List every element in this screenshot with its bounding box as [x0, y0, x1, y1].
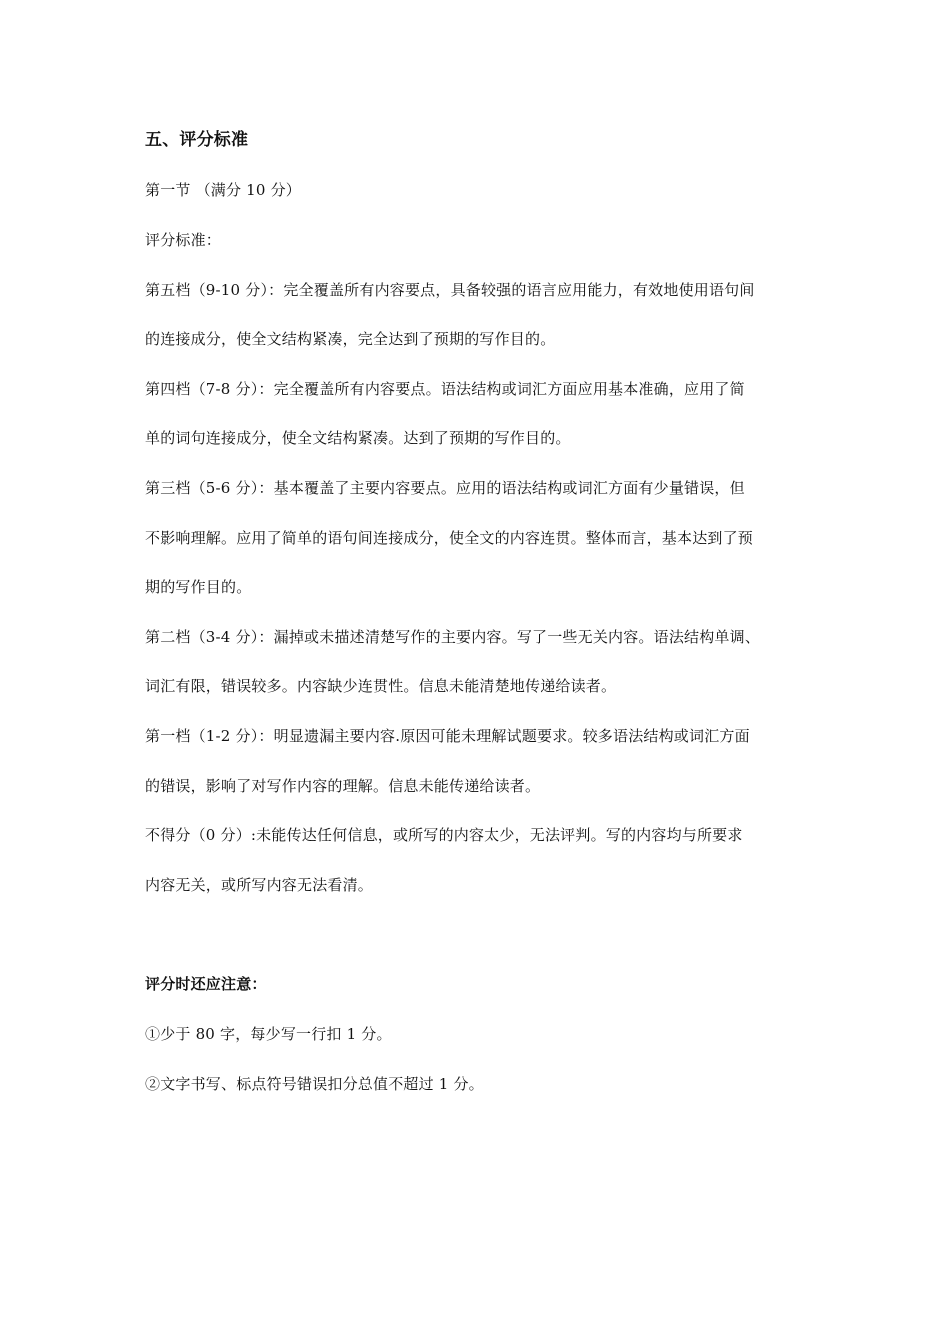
grade-0-line-2: 内容无关，或所写内容无法看清。 — [145, 876, 374, 894]
grade-4-line-1: 第四档（7-8 分）：完全覆盖所有内容要点。语法结构或词汇方面应用基本准确，应用了简 — [145, 380, 745, 398]
grade-3-line-2: 不影响理解。应用了简单的语句间连接成分，使全文的内容连贯。整体而言，基本达到了预 — [145, 529, 754, 547]
grade-5-line-2: 的连接成分，使全文结构紧凑，完全达到了预期的写作目的。 — [145, 330, 556, 348]
part-title: 第一节 （满分 10 分） — [145, 181, 301, 199]
grade-3-line-1: 第三档（5-6 分）：基本覆盖了主要内容要点。应用的语法结构或词汇方面有少量错误，但 — [145, 479, 745, 497]
grade-4-line-2: 单的词句连接成分，使全文结构紧凑。达到了预期的写作目的。 — [145, 429, 571, 447]
note-item-1: ①少于 80 字，每少写一行扣 1 分。 — [145, 1025, 392, 1043]
notes-heading: 评分时还应注意： — [145, 975, 267, 993]
section-heading: 五、评分标准 — [145, 130, 249, 150]
grade-1-line-1: 第一档（1-2 分）：明显遗漏主要内容.原因可能未理解试题要求。较多语法结构或词汇方面 — [145, 727, 750, 745]
grade-2-line-2: 词汇有限，错误较多。内容缺少连贯性。信息未能清楚地传递给读者。 — [145, 677, 617, 695]
grade-5-line-1: 第五档（9-10 分）：完全覆盖所有内容要点，具备较强的语言应用能力，有效地使用语句间 — [145, 281, 755, 299]
grade-3-line-3: 期的写作目的。 — [145, 578, 252, 596]
grade-0-line-1: 不得分（0 分）:未能传达任何信息，或所写的内容太少，无法评判。写的内容均与所要求 — [145, 826, 743, 844]
grade-1-line-2: 的错误，影响了对写作内容的理解。信息未能传递给读者。 — [145, 777, 541, 795]
grade-2-line-1: 第二档（3-4 分）：漏掉或未描述清楚写作的主要内容。写了一些无关内容。语法结构单调、 — [145, 628, 761, 646]
note-item-2: ②文字书写、标点符号错误扣分总值不超过 1 分。 — [145, 1075, 484, 1093]
criteria-label: 评分标准： — [145, 231, 222, 249]
